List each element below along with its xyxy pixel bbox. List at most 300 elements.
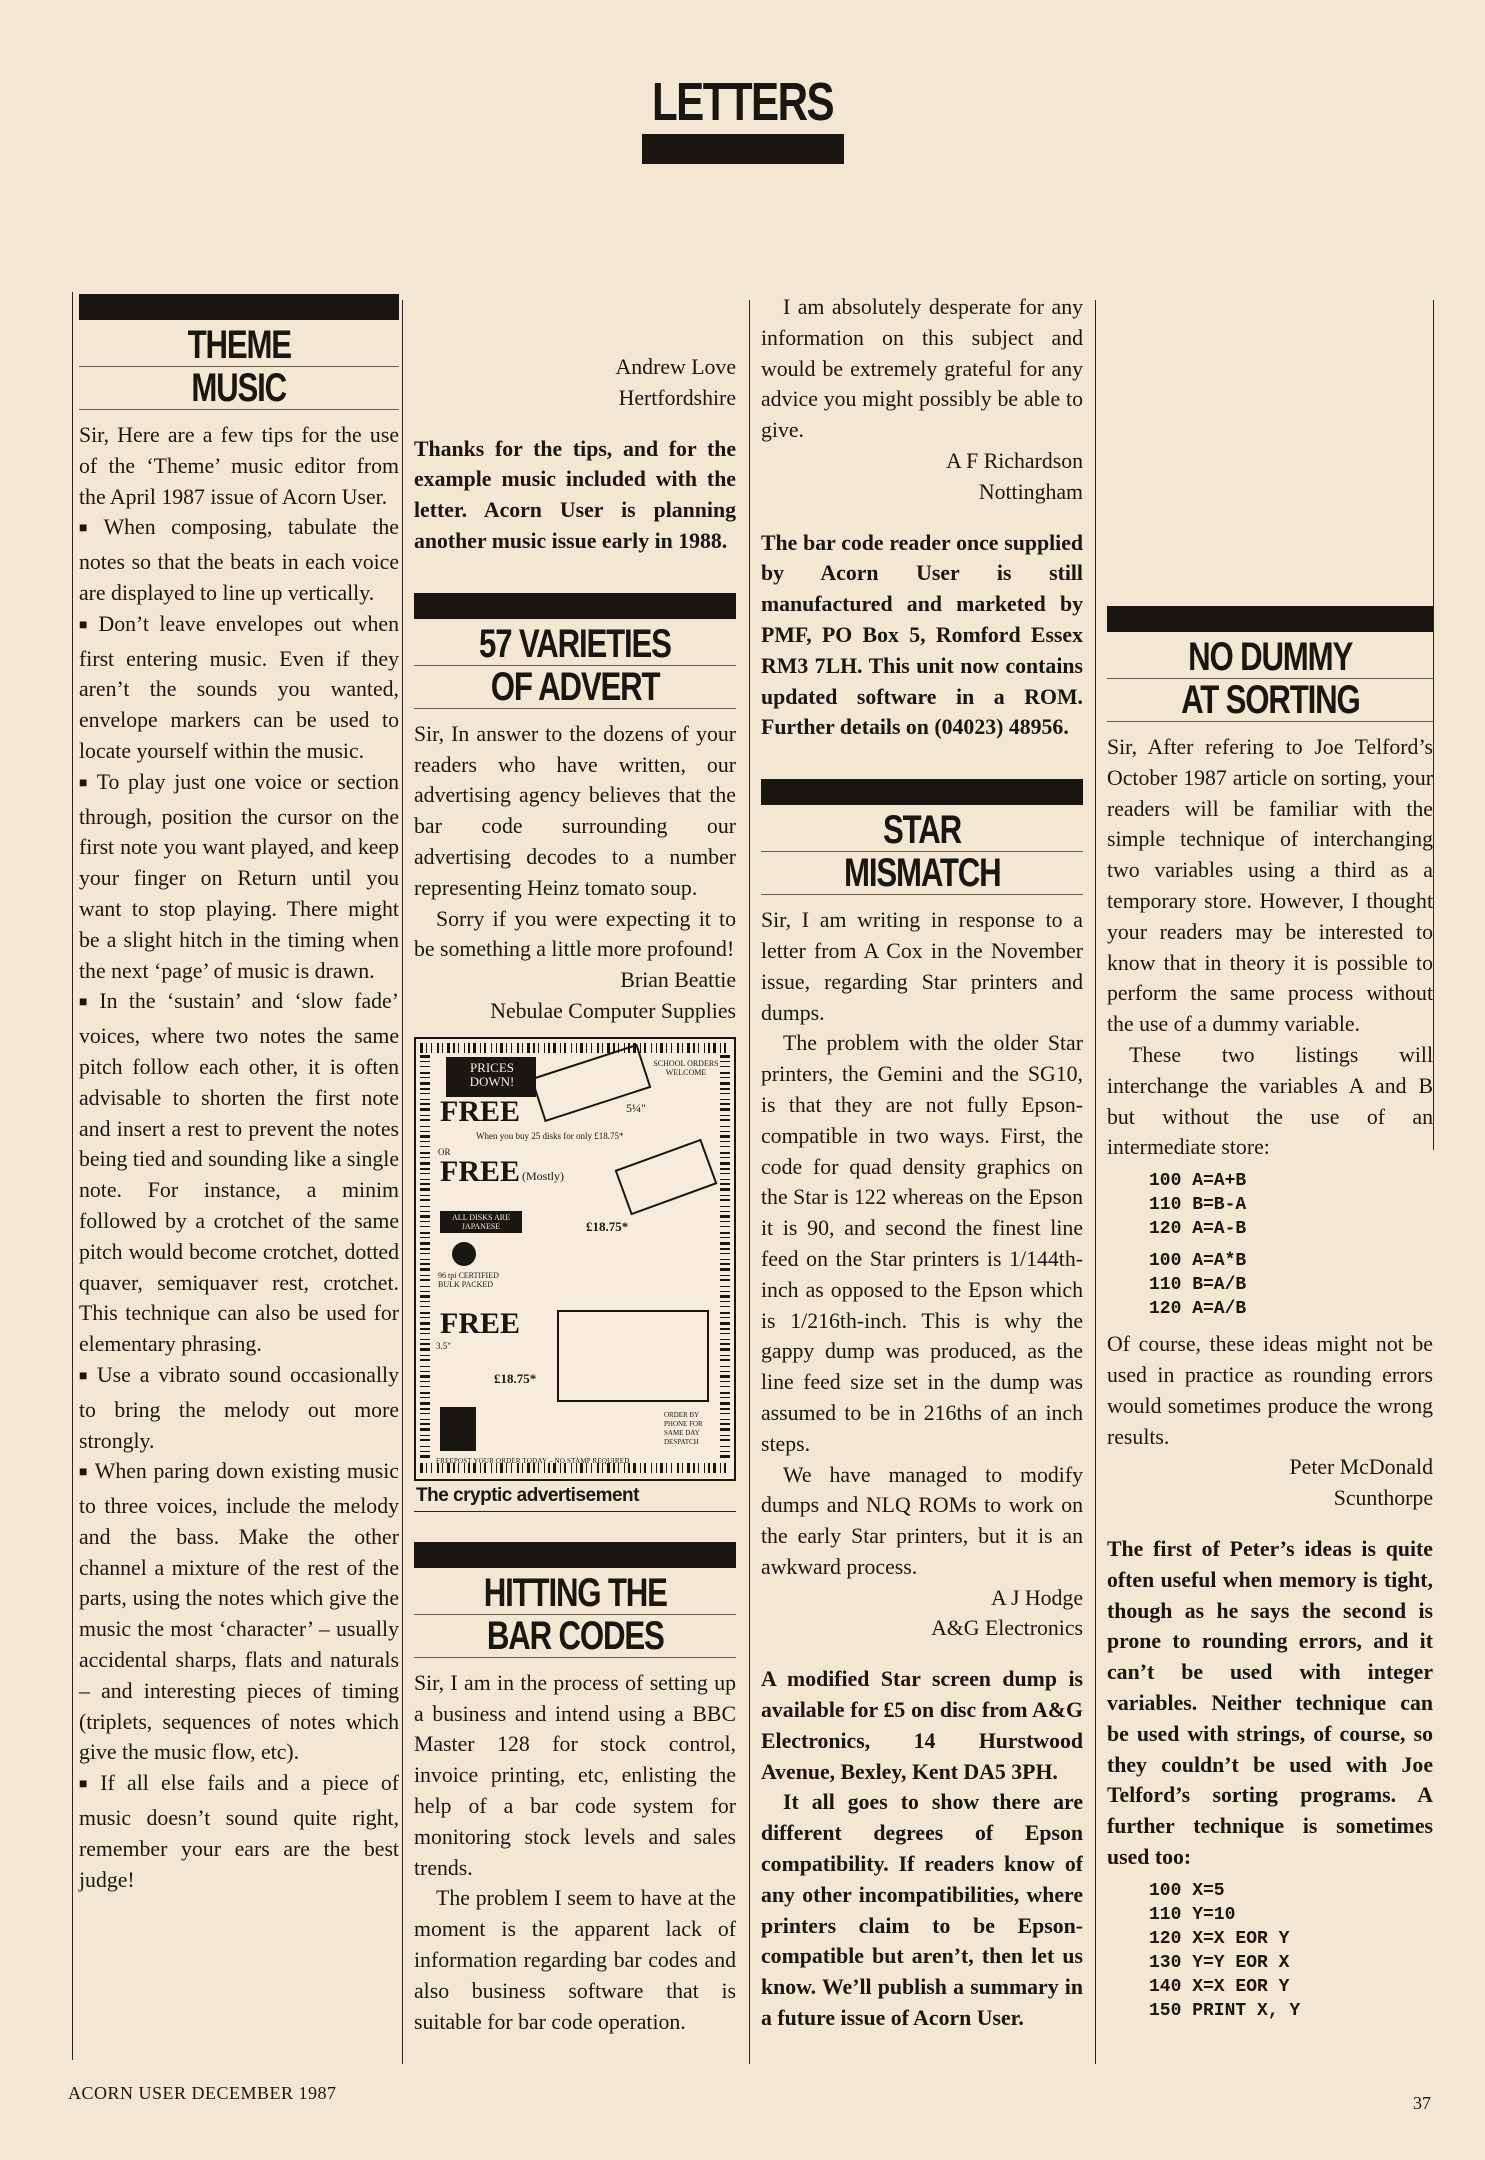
certified-label: 96 tpi CERTIFIED BULK PACKED — [438, 1270, 499, 1289]
barcode-bar — [720, 1248, 730, 1250]
caption-rule — [414, 1507, 736, 1512]
barcode-bar — [420, 1093, 430, 1094]
barcode-bar — [420, 1152, 430, 1154]
column-rule — [1433, 300, 1434, 1150]
barcode-bar — [437, 1043, 439, 1053]
barcode-bar — [431, 1043, 432, 1053]
offer-label: When you buy 25 disks for only £18.75* — [476, 1130, 624, 1141]
barcode-bar — [420, 1066, 430, 1067]
barcode-bar — [720, 1275, 730, 1276]
editor-reply: The bar code reader once supplied by Acorn User is still manufactured and marketed by PMF, PO Box 5, Romford Essex RM3 7LH. This unit now contains updated software in a ROM. Further details on (04023) 48956. — [761, 530, 1083, 740]
barcode-bar — [720, 1168, 730, 1170]
barcode-bar — [720, 1333, 730, 1334]
barcode-bar — [420, 1371, 430, 1372]
barcode-bar — [420, 1435, 430, 1436]
advert-caption: The cryptic advertisement — [416, 1484, 639, 1506]
tip-item: ■ Don’t leave envelopes out when first entering music. Even if they aren’t the sounds you wanted, envelope markers can be used to locate yourself within the music. — [79, 609, 399, 767]
barcode-bar — [693, 1463, 695, 1473]
heading-line: THEME — [187, 323, 291, 367]
column-rule — [1095, 300, 1096, 2064]
letter-paragraph: Of course, these ideas might not be used in practice as rounding errors would sometimes produce the wrong results. — [1107, 1332, 1433, 1449]
heading-star-mismatch — [761, 779, 1083, 895]
barcode-bar — [420, 1317, 430, 1318]
barcode-bar — [420, 1439, 430, 1441]
barcode-bar — [420, 1301, 430, 1302]
barcode-bar — [442, 1043, 443, 1053]
barcode-bar — [420, 1199, 430, 1201]
heading-57-varieties — [414, 593, 736, 709]
barcode-bar — [580, 1043, 583, 1053]
tip-item: ■ In the ‘sustain’ and ‘slow fade’ voices, where two notes the same pitch follow each other, it is often advisable to shorten the first note and insert a rest to prevent the notes being tied and sounding like a single note. For instance, a minim followed by a crotchet of the same pitch would become crotchet, dotted quaver, semiquaver rest, crotchet. This technique can also be used for elementary phrasing. — [79, 986, 399, 1360]
barcode-bar — [720, 1312, 730, 1314]
barcode-bar — [420, 1237, 430, 1238]
barcode-bar — [708, 1463, 710, 1473]
letter-paragraph: We have managed to modify dumps and NLQ ROMs to work on the early Star printers, but it is an awkward process. — [761, 1462, 1083, 1579]
barcode-bar — [420, 1333, 430, 1334]
barcode-bar — [720, 1131, 730, 1132]
barcode-bar — [720, 1446, 730, 1447]
barcode-bar — [720, 1343, 730, 1345]
barcode-bar — [720, 1408, 730, 1410]
barcode-bar — [544, 1043, 545, 1053]
barcode-bar — [420, 1413, 430, 1414]
barcode-bar — [447, 1043, 450, 1053]
barcode-bar — [527, 1043, 530, 1053]
barcode-bar — [720, 1371, 730, 1372]
barcode-bar — [464, 1043, 465, 1053]
column-4 — [1107, 292, 1433, 2060]
barcode-bar — [602, 1043, 603, 1053]
letter-paragraph: Sir, I am in the process of setting up a business and intend using a BBC Master 128 for stock control, invoice printing, etc, enlisting the help of a bar code system for monitoring stock levels and sales trends. — [414, 1670, 736, 1880]
letter-paragraph: The problem I seem to have at the moment is the apparent lack of information regarding bar codes and also business software that is suitable for bar code operation. — [414, 1886, 736, 2034]
barcode-bar — [720, 1093, 730, 1094]
barcode-bar — [560, 1043, 561, 1053]
barcode-bar — [720, 1082, 730, 1085]
barcode-bar — [660, 1043, 663, 1053]
barcode-bar — [533, 1043, 535, 1053]
heading-line: STAR — [883, 808, 961, 853]
barcode-bar — [720, 1211, 730, 1212]
barcode-bar — [484, 1043, 486, 1053]
barcode-bar — [548, 1043, 550, 1053]
barcode-bar — [720, 1286, 730, 1287]
signature-place: Hertfordshire — [618, 385, 736, 410]
barcode-bar — [720, 1423, 730, 1425]
barcode-bar — [720, 1077, 730, 1078]
barcode-bar — [420, 1392, 430, 1394]
barcode-bar — [720, 1263, 730, 1265]
tip-item: ■ When paring down existing music to three voices, include the melody and the bass. Make the other channel a mixture of the rest of the parts, using the notes which give the music the most ‘character’ – usually accidental sharps, flats and naturals – and interesting pieces of timing (triplets, sequences of notes which give the music flow, etc). — [79, 1456, 399, 1768]
barcode-bar — [656, 1043, 657, 1053]
barcode-bar — [720, 1043, 721, 1053]
barcode-bar — [720, 1428, 730, 1431]
barcode-bar — [420, 1146, 430, 1147]
barcode-bar — [607, 1043, 610, 1053]
barcode-bar — [720, 1237, 730, 1238]
disk-logo-icon — [452, 1242, 476, 1266]
barcode-bar — [720, 1141, 730, 1142]
barcode-bar — [698, 1043, 699, 1053]
barcode-bar — [644, 1463, 646, 1473]
barcode-bar — [420, 1253, 430, 1254]
barcode-bar — [420, 1463, 423, 1473]
barcode-bar — [720, 1451, 730, 1452]
barcode-bar — [420, 1211, 430, 1212]
barcode-bar — [586, 1043, 587, 1053]
barcode-bar — [720, 1199, 730, 1201]
barcode-bar — [720, 1215, 730, 1218]
barcode-bar — [720, 1397, 730, 1398]
or-label: OR — [438, 1146, 451, 1157]
barcode-bar — [420, 1419, 430, 1420]
barcode-bar — [720, 1242, 730, 1245]
barcode-bar — [720, 1103, 730, 1105]
barcode-bar — [480, 1043, 481, 1053]
disk-size-label: 3.5" — [436, 1340, 451, 1351]
barcode-bar — [420, 1195, 430, 1196]
barcode-bar — [420, 1141, 430, 1142]
barcode-bar — [420, 1108, 430, 1111]
disk-graphic — [616, 1140, 716, 1214]
letter-paragraph: The problem with the older Star printers, the Gemini and the SG10, is that they are not fully Epson-compatible in two ways. First, the code for quad density graphics on the Star is 122 whereas on the Epson it is 90, and second the finest line feed on the Star printers is 1/144th-inch as opposed to the Epson which is 1/216th-inch. This is why the gappy dump was produced, as the line feed size set in the dump was assumed to be in 216ths of an inch steps. — [761, 1031, 1083, 1456]
barcode-bar — [420, 1397, 430, 1398]
barcode-bar — [420, 1248, 430, 1250]
barcode-bar — [704, 1043, 705, 1053]
barcode-bar — [420, 1072, 430, 1074]
barcode-bar — [640, 1463, 641, 1473]
signature-name: A F Richardson — [946, 448, 1083, 473]
heading-line: OF ADVERT — [490, 664, 660, 709]
barcode-bar — [420, 1366, 430, 1367]
tip-item: ■ Use a vibrato sound occasionally to bring the melody out more strongly. — [79, 1360, 399, 1456]
letter-paragraph: Sir, Here are a few tips for the use of the ‘Theme’ music editor from the April 1987 issue of Acorn User. — [79, 423, 399, 509]
barcode-bar — [644, 1043, 646, 1053]
prices-down-label: PRICES DOWN! — [469, 1059, 515, 1089]
barcode-bar — [496, 1043, 497, 1053]
editor-reply: A modified Star screen dump is available for £5 on disc from A&G Electronics, 14 Hurstwood Avenue, Bexley, Kent DA5 3PH. — [761, 1667, 1083, 1784]
japanese-label: ALL DISKS ARE JAPANESE — [452, 1212, 510, 1231]
column-1 — [72, 292, 399, 2060]
barcode-bar — [724, 1043, 726, 1053]
order-form-box — [558, 1311, 708, 1401]
barcode-bar — [660, 1463, 663, 1473]
signature-name: Peter McDonald — [1289, 1455, 1433, 1480]
price-label: £18.75* — [494, 1370, 537, 1386]
column-3 — [761, 292, 1083, 2060]
heading-line: AT SORTING — [1180, 678, 1360, 722]
signature-place: A&G Electronics — [931, 1616, 1083, 1641]
letter-paragraph: Sir, In answer to the dozens of your readers who have written, our advertising agency believes that the bar code surrounding our advertising decodes to a number representing Heinz tomato soup. — [414, 721, 736, 900]
barcode-bar — [420, 1386, 430, 1387]
heading-line: MISMATCH — [843, 851, 1001, 896]
barcode-bar — [720, 1195, 730, 1196]
barcode-bar — [651, 1463, 652, 1473]
barcode-bar — [671, 1043, 672, 1053]
barcode-bar — [720, 1099, 730, 1100]
signature-name: Andrew Love — [615, 355, 736, 379]
heading-bar-codes — [414, 1542, 736, 1658]
barcode-bar — [720, 1339, 730, 1340]
barcode-bar — [420, 1446, 430, 1447]
barcode-bar — [720, 1253, 730, 1254]
barcode-bar — [698, 1463, 699, 1473]
barcode-bar — [420, 1295, 430, 1298]
continued-reply-space — [1107, 292, 1433, 606]
heading-bar — [414, 593, 736, 619]
barcode-bar — [720, 1232, 730, 1234]
barcode-bar — [420, 1259, 430, 1260]
barcode-bar — [704, 1463, 705, 1473]
barcode-bar — [506, 1043, 507, 1053]
barcode-bar — [458, 1043, 459, 1053]
tip-item: ■ If all else fails and a piece of music doesn’t sound quite right, remember your ears are the best judge! — [79, 1768, 399, 1895]
page-title: LETTERS — [652, 72, 833, 132]
barcode-bar — [420, 1173, 430, 1174]
barcode-bar — [500, 1043, 503, 1053]
barcode-bar — [420, 1099, 430, 1100]
barcode-bar — [720, 1375, 730, 1378]
barcode-bar — [720, 1402, 730, 1405]
barcode-bar — [720, 1366, 730, 1367]
mostly-label: (Mostly) — [522, 1168, 564, 1183]
barcode-bar — [720, 1413, 730, 1414]
barcode-bar — [724, 1463, 726, 1473]
barcode-bar — [720, 1322, 730, 1325]
barcode-bar — [720, 1328, 730, 1330]
column-rule — [749, 300, 750, 2064]
barcode-bar — [420, 1275, 430, 1276]
barcode-bar — [720, 1291, 730, 1292]
code-listing: 100 A=A*B 110 B=A/B 120 A=A/B — [1149, 1251, 1247, 1320]
barcode-bar — [420, 1221, 430, 1222]
barcode-bar — [420, 1343, 430, 1345]
barcode-bar — [720, 1359, 730, 1361]
barcode-bar — [420, 1103, 430, 1105]
barcode-bar — [420, 1381, 430, 1382]
heading-line: BAR CODES — [486, 1613, 664, 1658]
barcode-bar — [420, 1359, 430, 1361]
free-label: FREE — [440, 1306, 521, 1340]
heading-line: 57 VARIETIES — [479, 621, 671, 666]
heading-theme-music — [79, 294, 399, 410]
heading-bar — [1107, 606, 1433, 632]
barcode-bar — [420, 1268, 430, 1271]
code-listing: 100 A=A+B 110 B=B-A 120 A=A-B — [1149, 1171, 1247, 1240]
barcode-bar — [597, 1043, 599, 1053]
barcode-bar — [720, 1188, 730, 1191]
barcode-bar — [720, 1463, 721, 1473]
letter-paragraph: Sorry if you were expecting it to be something a little more profound! — [414, 906, 736, 962]
barcode-bar — [420, 1043, 423, 1053]
barcode-bar — [713, 1463, 716, 1473]
barcode-bar — [677, 1463, 679, 1473]
barcode-bar — [420, 1339, 430, 1340]
barcode-bar — [720, 1126, 730, 1127]
barcode-bar — [656, 1463, 657, 1473]
barcode-bar — [720, 1088, 730, 1090]
barcode-bar — [687, 1463, 690, 1473]
barcode-bar — [420, 1088, 430, 1090]
barcode-bar — [420, 1168, 430, 1170]
barcode-bar — [720, 1279, 730, 1281]
barcode-bar — [420, 1135, 430, 1138]
barcode-bar — [720, 1221, 730, 1222]
barcode-bar — [720, 1179, 730, 1180]
barcode-bar — [720, 1162, 730, 1165]
letter-paragraph: I am absolutely desperate for any information on this subject and would be extremely grateful for any advice you might possibly be able to give. — [761, 295, 1083, 443]
barcode-bar — [576, 1043, 577, 1053]
barcode-bar — [687, 1043, 690, 1053]
barcode-bar — [720, 1419, 730, 1420]
heading-bar — [79, 294, 399, 320]
barcode-bar — [453, 1043, 455, 1053]
barcode-bar — [420, 1206, 430, 1207]
barcode-bar — [651, 1043, 652, 1053]
barcode-bar — [720, 1157, 730, 1158]
barcode-bar — [538, 1043, 539, 1053]
title-bar — [642, 134, 844, 164]
barcode-bar — [666, 1463, 667, 1473]
barcode-bar — [720, 1119, 730, 1121]
signature-place: Nebulae Computer Supplies — [490, 998, 736, 1023]
barcode-bar — [420, 1322, 430, 1325]
barcode-bar — [491, 1043, 492, 1053]
barcode-bar — [420, 1082, 430, 1085]
company-logo-icon — [440, 1407, 476, 1451]
barcode-bar — [713, 1043, 716, 1053]
barcode-bar — [420, 1263, 430, 1265]
barcode-bar — [420, 1375, 430, 1378]
signature-place: Scunthorpe — [1333, 1486, 1433, 1511]
heading-no-dummy — [1107, 606, 1433, 722]
barcode-bar — [420, 1291, 430, 1292]
letter-paragraph: These two listings will interchange the variables A and B but without the use of an intermediate store: — [1107, 1042, 1433, 1160]
barcode-bar — [682, 1463, 683, 1473]
heading-bar — [414, 1542, 736, 1568]
barcode-bar — [420, 1279, 430, 1281]
barcode-bar — [720, 1115, 730, 1116]
barcode-bar — [633, 1463, 636, 1473]
barcode-bar — [420, 1455, 430, 1458]
barcode-bar — [420, 1232, 430, 1234]
barcode-bar — [511, 1043, 512, 1053]
barcode-bar — [720, 1108, 730, 1111]
barcode-bar — [720, 1455, 730, 1458]
barcode-bar — [420, 1226, 430, 1227]
barcode-bar — [420, 1077, 430, 1078]
column-2 — [414, 292, 736, 2060]
barcode-bar — [720, 1152, 730, 1154]
barcode-bar — [720, 1317, 730, 1318]
barcode-bar — [420, 1131, 430, 1132]
barcode-bar — [420, 1055, 430, 1058]
barcode-bar — [720, 1348, 730, 1351]
heading-line: HITTING THE — [483, 1570, 667, 1615]
barcode-bar — [420, 1162, 430, 1165]
barcode-bar — [420, 1408, 430, 1410]
barcode-bar — [420, 1183, 430, 1185]
page-number: 37 — [1413, 2093, 1431, 2113]
barcode-bar — [720, 1268, 730, 1271]
barcode-bar — [420, 1402, 430, 1405]
freepost-label: FREEPOST YOUR ORDER TODAY – NO STAMP REQUIRED — [436, 1456, 630, 1465]
barcode-bar — [720, 1306, 730, 1307]
barcode-bar — [720, 1439, 730, 1441]
tip-item: ■ When composing, tabulate the notes so that the beats in each voice are displayed to line up vertically. — [79, 512, 399, 608]
barcode-bar — [420, 1312, 430, 1314]
barcode-bar — [420, 1115, 430, 1116]
barcode-bar — [720, 1295, 730, 1298]
barcode-bar — [720, 1173, 730, 1174]
signature-place: Nottingham — [978, 479, 1083, 504]
barcode-bar — [420, 1306, 430, 1307]
barcode-bar — [682, 1043, 683, 1053]
barcode-bar — [720, 1183, 730, 1185]
barcode-bar — [431, 1463, 432, 1473]
free-label: FREE — [440, 1094, 521, 1128]
barcode-bar — [473, 1043, 476, 1053]
barcode-bar — [720, 1206, 730, 1207]
letter-paragraph: Sir, I am writing in response to a letter from A Cox in the November issue, regarding Star printers and dumps. — [761, 908, 1083, 1025]
code-listing: 100 X=5 110 Y=10 120 X=X EOR Y 130 Y=Y EOR X 140 X=X EOR Y 150 PRINT X, Y — [1149, 1880, 1301, 2021]
price-label: £18.75* — [586, 1218, 629, 1234]
barcode-bar — [420, 1061, 430, 1062]
column-rule — [402, 300, 403, 2064]
free-label: FREE — [440, 1154, 521, 1188]
heading-bar — [761, 779, 1083, 805]
barcode-bar — [666, 1043, 667, 1053]
barcode-bar — [553, 1043, 556, 1053]
barcode-bar — [420, 1179, 430, 1180]
heading-line: NO DUMMY — [1188, 635, 1352, 679]
barcode-bar — [720, 1301, 730, 1302]
barcode-bar — [720, 1355, 730, 1356]
barcode-bar — [420, 1242, 430, 1245]
barcode-bar — [720, 1386, 730, 1387]
barcode-bar — [426, 1463, 427, 1473]
barcode-bar — [420, 1126, 430, 1127]
tip-item: ■ To play just one voice or section through, position the cursor on the first note you want played, and keep your finger on Return until you want to stop playing. There might be a slight hitch in the timing when the next ‘page’ of music is drawn. — [79, 767, 399, 987]
barcode-bar — [420, 1286, 430, 1287]
barcode-bar — [420, 1215, 430, 1218]
signature-name: A J Hodge — [990, 1585, 1083, 1610]
barcode-bar — [420, 1157, 430, 1158]
footer-issue: ACORN USER DECEMBER 1987 — [68, 2083, 337, 2103]
barcode-bar — [420, 1119, 430, 1121]
barcode-bar — [420, 1423, 430, 1425]
school-orders-label: SCHOOL ORDERS WELCOME — [653, 1058, 719, 1077]
barcode-bar — [517, 1043, 519, 1053]
order-by-phone-label: ORDER BY PHONE FOR SAME DAY DESPATCH — [664, 1410, 703, 1446]
barcode-bar — [522, 1043, 523, 1053]
signature-name: Brian Beattie — [620, 968, 736, 993]
barcode-bar — [720, 1259, 730, 1260]
barcode-bar — [426, 1043, 427, 1053]
disk-size-label: 5¼" — [626, 1100, 646, 1115]
barcode-bar — [564, 1043, 566, 1053]
barcode-bar — [420, 1188, 430, 1191]
heading-line: MUSIC — [191, 366, 287, 410]
editor-reply: The first of Peter’s ideas is quite often useful when memory is tight, though as he says the second is prone to rounding errors, and it can’t be used with integer variables. Neither technique can be used with strings, of course, so they couldn’t be used with Joe Telford’s sorting programs. A further technique is sometimes used too: — [1107, 1536, 1433, 1869]
barcode-bar — [468, 1043, 470, 1053]
barcode-bar — [591, 1043, 592, 1053]
barcode-bar — [420, 1348, 430, 1351]
barcode-bar — [720, 1381, 730, 1382]
cryptic-advert-image — [414, 1037, 736, 1481]
barcode-bar — [720, 1226, 730, 1227]
barcode-bar — [720, 1435, 730, 1436]
page-header — [0, 72, 1485, 164]
